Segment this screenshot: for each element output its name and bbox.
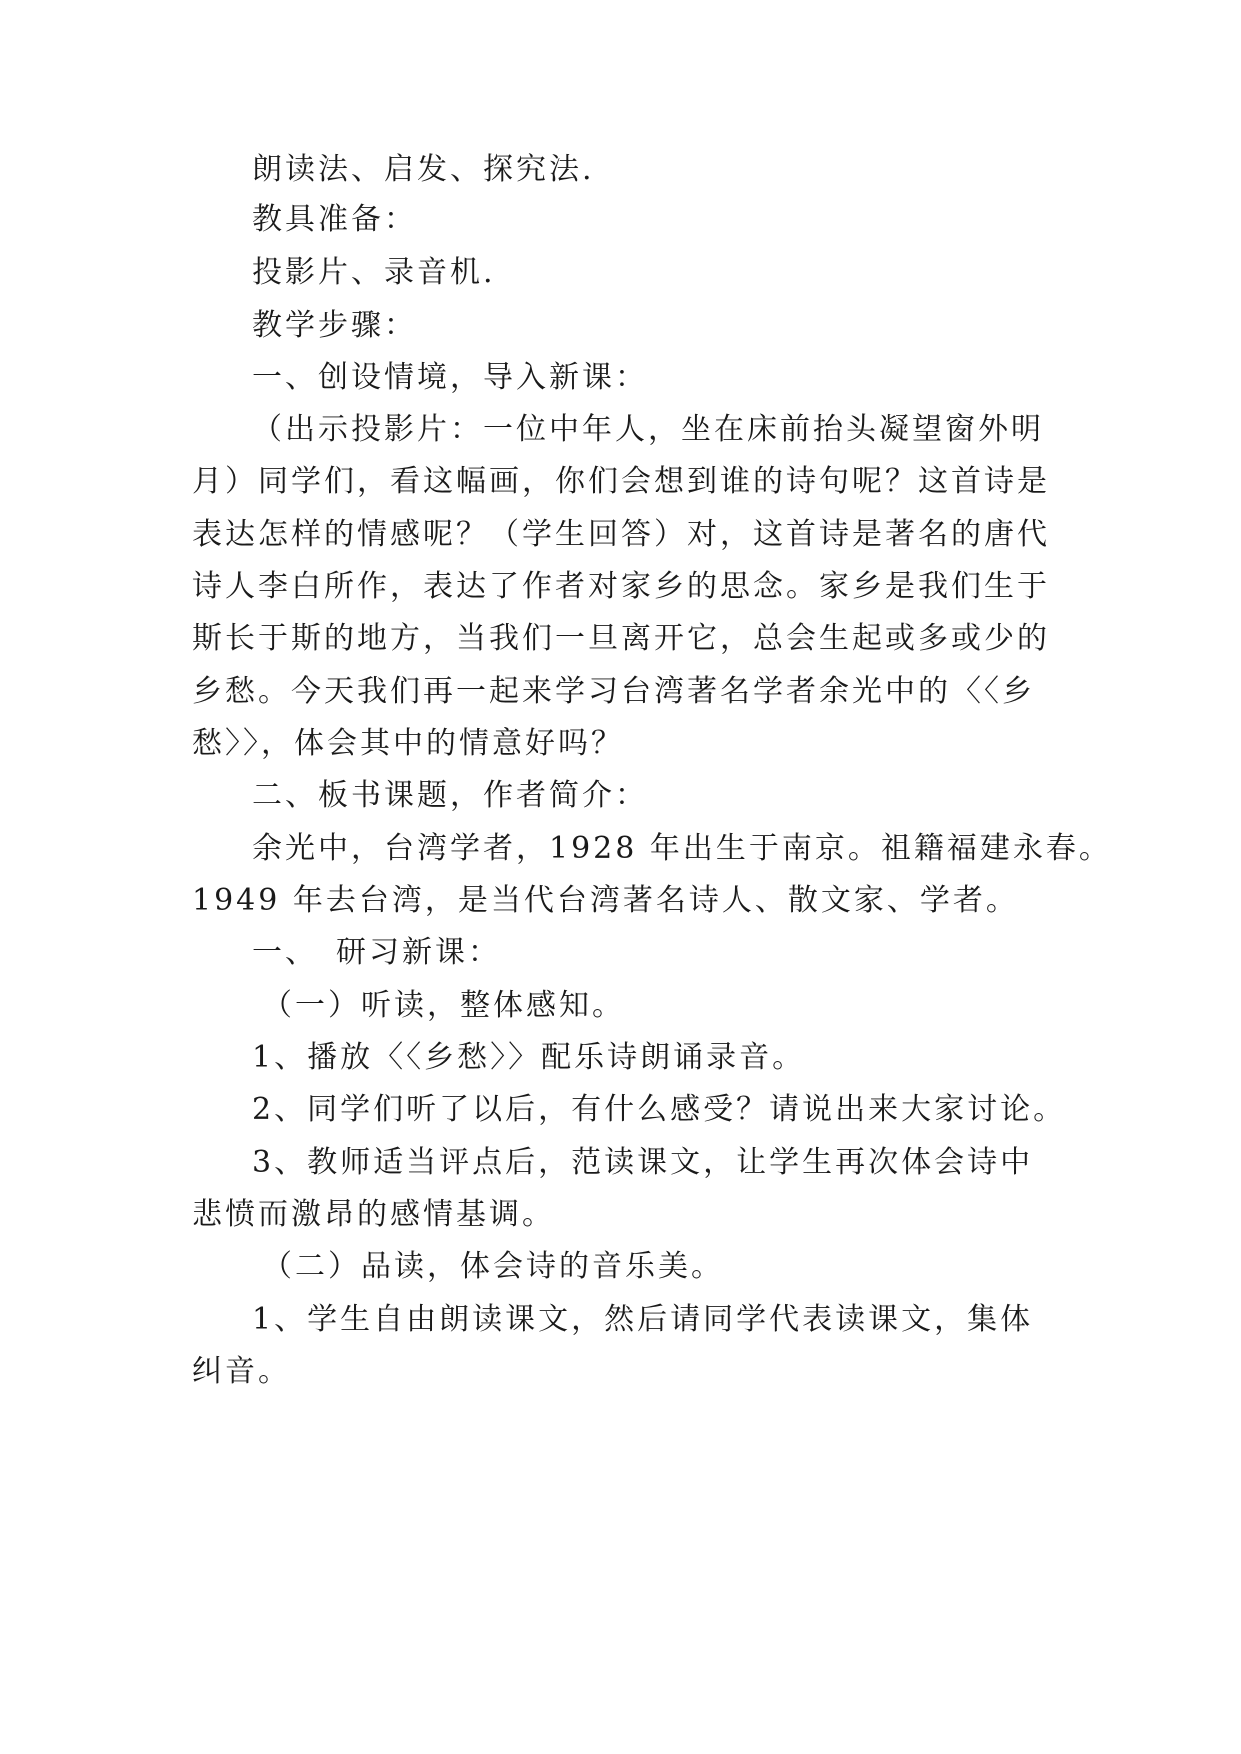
text-line: 教具准备：: [252, 202, 417, 237]
text-line: 1、学生自由朗读课文，然后请同学代表读课文，集体: [252, 1302, 1034, 1337]
text-line: 表达怎样的情感呢？（学生回答）对，这首诗是著名的唐代: [192, 517, 1050, 552]
text-line: 二、板书课题，作者简介：: [252, 778, 648, 813]
text-line: 愁〉〉，体会其中的情意好吗？: [192, 726, 624, 761]
text-line: 余光中，台湾学者，1928 年出生于南京。祖籍福建永春。: [252, 831, 1112, 866]
text-line: 一、 研习新课：: [252, 935, 501, 970]
text-line: 月）同学们，看这幅画，你们会想到谁的诗句呢？这首诗是: [192, 464, 1050, 499]
text-line: 教学步骤：: [252, 308, 417, 343]
text-line: 一、创设情境，导入新课：: [252, 360, 648, 395]
text-line: （一）听读，整体感知。: [262, 988, 625, 1023]
text-line: 2、同学们听了以后，有什么感受？请说出来大家讨论。: [252, 1092, 1067, 1127]
text-line: 3、教师适当评点后，范读课文，让学生再次体会诗中: [252, 1145, 1034, 1180]
text-line: （二）品读，体会诗的音乐美。: [262, 1249, 724, 1284]
text-line: 纠音。: [192, 1354, 291, 1389]
text-line: 1949 年去台湾，是当代台湾著名诗人、散文家、学者。: [192, 883, 1019, 918]
text-line: 朗读法、启发、探究法.: [252, 152, 595, 187]
text-line: 斯长于斯的地方，当我们一旦离开它，总会生起或多或少的: [192, 621, 1050, 656]
text-line: 悲愤而激昂的感情基调。: [192, 1197, 555, 1232]
text-line: 乡愁。今天我们再一起来学习台湾著名学者余光中的〈〈乡: [192, 674, 1035, 709]
text-line: 投影片、录音机.: [252, 255, 496, 290]
text-line: 1、播放〈〈乡愁〉〉配乐诗朗诵录音。: [252, 1040, 806, 1075]
text-line: 诗人李白所作，表达了作者对家乡的思念。家乡是我们生于: [192, 569, 1050, 604]
text-line: （出示投影片：一位中年人，坐在床前抬头凝望窗外明: [252, 412, 1044, 447]
